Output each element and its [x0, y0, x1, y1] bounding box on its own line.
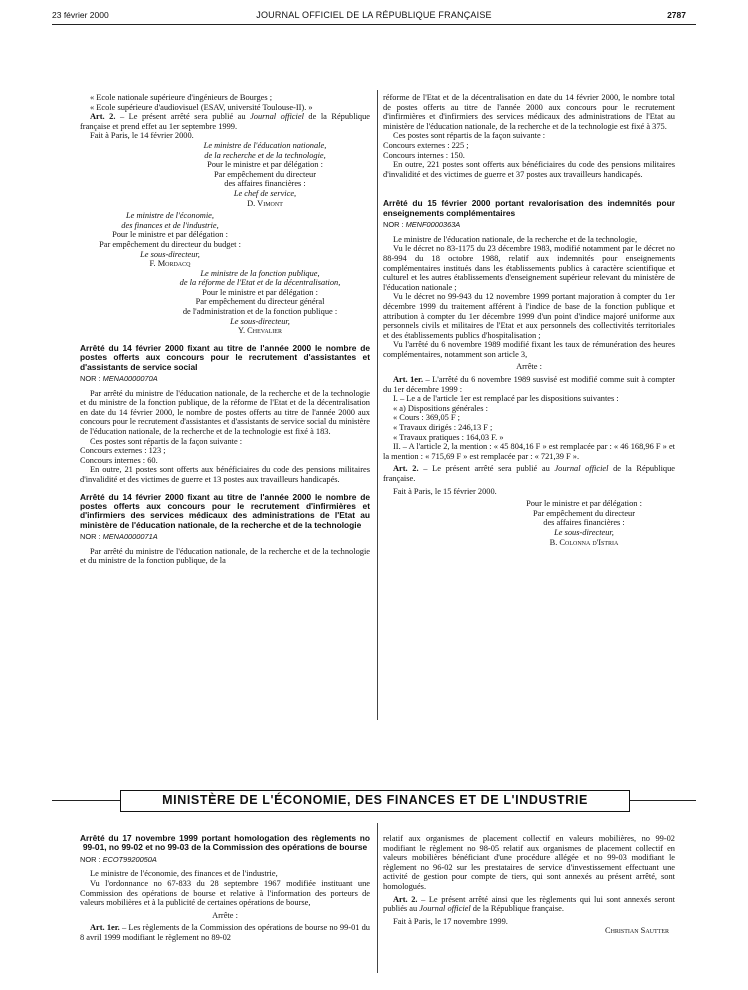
signature-block-3: Le ministre de la fonction publique, de la réforme de l'Etat et de la décentralisation, Pour le ministre et par délégation : Par empêchement du directeur général de l'administration et de la fonction publique : Le sous-directeur, Y. Chevalier	[150, 269, 370, 336]
arrete-d-art2: Art. 2. – Le présent arrêté ainsi que les règlements qui lui sont annexés seront publiés au Journal officiel de la République française.	[383, 894, 675, 914]
arrete-d-art1: Art. 1er. – Les règlements de la Commission des opérations de bourse no 99-01 du 8 avril 1999 modifiant le règlement no 89-02	[80, 923, 370, 942]
arrete-b-p3: Concours externes : 225 ;	[383, 140, 469, 150]
signatory-chevalier: Y. Chevalier	[238, 326, 282, 336]
header-page-number: 2787	[667, 10, 686, 20]
column-divider-bottom	[377, 823, 378, 973]
left-column	[80, 93, 370, 566]
arrete-a-p3: Concours externes : 123 ;	[80, 446, 166, 456]
arrete-c-ii: II. – A l'article 2, la mention : « 45 804,16 F » est remplacée par : « 46 168,96 F » et la mention : « 715,69 F » est remplacée par : « 721,39 F ».	[383, 442, 675, 461]
arrete-b-p5: En outre, 221 postes sont offerts aux bénéficiaires du code des pensions militaires d'invalidité et des victimes de guerre et 37 postes aux travailleurs handicapés.	[383, 160, 675, 179]
arrete-a-p5: En outre, 21 postes sont offerts aux bénéficiaires du code des pensions militaires d'invalidité et des victimes de guerre et 13 postes aux travailleurs handicapés.	[80, 465, 370, 484]
arrete-b-title: Arrêté du 14 février 2000 fixant au titre de l'année 2000 le nombre de postes offerts aux concours pour le recrutement d'infirmières et d'infirmiers des services médicaux des administrations de l'Etat au ministère de l'éducation nationale, de la recherche et de la technologie	[80, 491, 370, 530]
column-divider	[377, 90, 378, 720]
arrete-c-i2: « a) Dispositions générales :	[393, 403, 488, 413]
arrete-c-i1: I. – Le a de l'article 1er est remplacé par les dispositions suivantes :	[393, 394, 619, 404]
arrete-c-p3: Vu le décret no 99-943 du 12 novembre 1999 portant majoration à compter du 1er décembre 1999 du traitement afférent à l'indice de base de la fonction publique et attribution à compter du 1er décembre 1999 d'un point d'indice majoré uniforme aux personnels civils et militaires de l'Etat et aux personnels des collectivités territoriales et des établissements publics d'hospitalisation ;	[383, 292, 675, 340]
arrete-a-p4: Concours internes : 60.	[80, 455, 158, 465]
arrete-c-i3: « Cours : 369,05 F ;	[393, 413, 461, 423]
header-date: 23 février 2000	[52, 10, 109, 20]
arrete-c-art1: Art. 1er. – L'arrêté du 6 novembre 1989 susvisé est modifié comme suit à compter du 1er décembre 1999 :	[383, 375, 675, 394]
arrete-d-p2: Vu l'ordonnance no 67-833 du 28 septembre 1967 modifiée instituant une Commission des opérations de bourse et relative à l'information des porteurs de valeurs mobilières et à la publicité de certaines opérations de bourse,	[80, 879, 370, 908]
signatory-colonna: B. Colonna d'Istria	[549, 537, 619, 547]
right-column	[383, 93, 675, 547]
ministry-banner: MINISTÈRE DE L'ÉCONOMIE, DES FINANCES ET DE L'INDUSTRIE	[120, 790, 630, 812]
arrete-a-nor: NOR : MENA0000070A	[80, 374, 158, 384]
arrete-c-arrete: Arrête :	[516, 362, 542, 372]
arrete-b-p2: Ces postes sont répartis de la façon suivante :	[393, 131, 546, 141]
arrete-c-i5: « Travaux pratiques : 164,03 F. »	[393, 432, 504, 442]
signatory-vimont: D. Vimont	[247, 198, 283, 208]
signature-block-4: Pour le ministre et par délégation : Par empêchement du directeur des affaires financières : Le sous-directeur, B. Colonna d'Istria	[493, 499, 675, 547]
signatory-mordacq: F. Mordacq	[149, 259, 191, 269]
signature-block-2: Le ministre de l'économie, des finances et de l'industrie, Pour le ministre et par délégation : Par empêchement du directeur du budget : Le sous-directeur, F. Mordacq	[80, 211, 260, 269]
page-header	[0, 10, 748, 24]
arrete-c-p4: Vu l'arrêté du 6 novembre 1989 modifié fixant les taux de rémunération des heures complémentaires, notamment son article 3,	[383, 340, 675, 359]
school-line-1: « Ecole nationale supérieure d'ingénieurs de Bourges ;	[90, 93, 273, 102]
arrete-b-nor: NOR : MENA0000071A	[80, 532, 158, 542]
arrete-a-title: Arrêté du 14 février 2000 fixant au titre de l'année 2000 le nombre de postes offerts aux concours pour le recrutement d'assistantes et d'assistants de service social	[80, 342, 370, 372]
arrete-c-nor: NOR : MENF0000363A	[383, 220, 461, 230]
ministry-rule-left	[52, 800, 120, 801]
arrete-c-i4: « Travaux dirigés : 246,13 F ;	[393, 423, 493, 433]
article-2: Art. 2. – Le présent arrêté sera publié au Journal officiel de la République française et prend effet au 1er septembre 1999.	[80, 112, 370, 131]
arrete-c-p1: Le ministre de l'éducation nationale, de la recherche et de la technologie,	[393, 234, 638, 244]
arrete-b-p1-cont: réforme de l'Etat et de la décentralisation en date du 14 février 2000, le nombre total de postes offerts au titre de l'année 2000 aux concours pour le recrutement d'infirmières et d'infirmiers des services médicaux des administrations de l'Etat au ministère de l'éducation nationale, de la recherche et de la technologie est fixé à 375.	[383, 93, 675, 131]
right-column-bottom	[383, 834, 675, 936]
fait-line: Fait à Paris, le 14 février 2000.	[90, 131, 194, 141]
arrete-c-art2: Art. 2. – Le présent arrêté sera publié au Journal officiel de la République française.	[383, 464, 675, 483]
ministry-rule-right	[630, 800, 696, 801]
arrete-b-p1: Par arrêté du ministre de l'éducation nationale, de la recherche et de la technologie et du ministre de la fonction publique, de la	[80, 546, 370, 566]
arrete-b-p4: Concours internes : 150.	[383, 150, 465, 160]
arrete-d-arrete: Arrête :	[212, 910, 238, 920]
arrete-d-nor: NOR : ECOT9920050A	[80, 854, 157, 864]
school-line-2: « Ecole supérieure d'audiovisuel (ESAV, université Toulouse-II). »	[90, 102, 313, 112]
arrete-c-title: Arrêté du 15 février 2000 portant revalorisation des indemnités pour enseignements complémentaires	[383, 198, 675, 218]
left-column-bottom	[80, 834, 370, 943]
arrete-a-p1: Par arrêté du ministre de l'éducation nationale, de la recherche et de la technologie et du ministre de la fonction publique, de la réforme de l'Etat et de la décentralisation en date du 14 février 2000, le nombre de postes offerts au titre de l'année 2000 aux concours pour le recrutement d'assistantes et d'assistants de service social du ministère de l'éducation nationale, de la recherche et de la technologie est fixé à 183.	[80, 388, 370, 437]
arrete-d-title: Arrêté du 17 novembre 1999 portant homologation des règlements no 99-01, no 99-02 et no 99-03 de la Commission des opérations de bourse	[80, 833, 370, 853]
arrete-a-p2: Ces postes sont répartis de la façon suivante :	[90, 436, 243, 446]
signature-block-1: Le ministre de l'éducation nationale, de la recherche et de la technologie, Pour le ministre et par délégation : Par empêchement du directeur des affaires financières : Le chef de service, D. Vimont	[160, 141, 370, 208]
arrete-d-p1: Le ministre de l'économie, des finances et de l'industrie,	[90, 869, 278, 879]
header-rule	[52, 24, 696, 25]
arrete-d-fait: Fait à Paris, le 17 novembre 1999.	[393, 916, 508, 926]
signatory-sautter: Christian Sautter	[605, 926, 669, 936]
header-title: JOURNAL OFFICIEL DE LA RÉPUBLIQUE FRANÇAISE	[256, 10, 492, 20]
arrete-c-fait: Fait à Paris, le 15 février 2000.	[393, 486, 497, 496]
arrete-c-p2: Vu le décret no 83-1175 du 23 décembre 1983, modifié notamment par le décret no 88-994 du 18 octobre 1988, relatif aux indemnités pour enseignements complémentaires institués dans les établissements publics à caractère scientifique et culturel et les autres établissements d'enseignement supérieur relevant du ministère de l'éducation nationale ;	[383, 244, 675, 292]
arrete-d-art1-cont: relatif aux organismes de placement collectif en valeurs mobilières, no 99-02 modifiant le règlement no 98-05 relatif aux organismes de placement collectif en valeurs mobilières bénéficiant d'une procédure allégée et no 99-03 modifiant le règlement no 96-02 sur les prestataires de service d'investissement effectuant une activité de gestion pour compte de tiers, qui sont annexés au présent arrêté, sont homologués.	[383, 834, 675, 891]
